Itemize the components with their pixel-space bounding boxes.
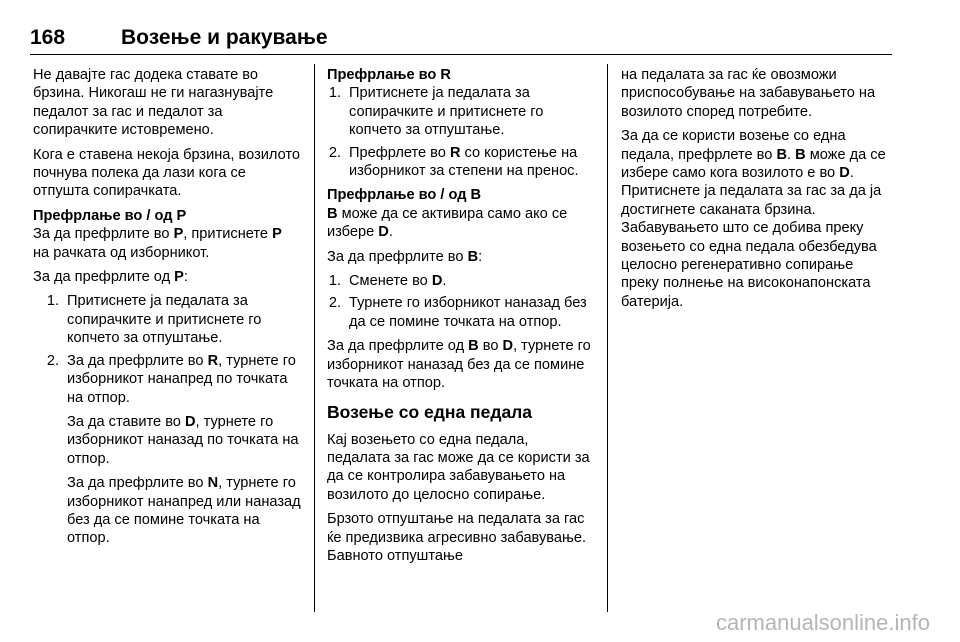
paragraph: За да префрлите од B во D, турнете го изборникот наназад без да се помине точката на отпор. [327, 338, 591, 392]
list-item: 1. Сменете во D. [328, 273, 447, 290]
page-title: Возење и ракување [121, 26, 328, 49]
numbered-list [33, 292, 301, 553]
page-header [30, 26, 892, 54]
column-2 [327, 66, 595, 571]
paragraph: Кога е ставена некоја брзина, возилото почнува полека да лази кога се отпушта сопирачката. [33, 146, 301, 200]
numbered-list [327, 84, 595, 180]
page-number: 168 [30, 26, 66, 49]
column-3 [621, 66, 891, 317]
header-rule [30, 54, 892, 55]
section-heading-b: Префрлање во / од B [327, 187, 482, 204]
paragraph: Кај возењето со една педала, педалата за гас може да се користи за да се контролира забавувањето на возилото до целосно сопирање. [327, 431, 590, 503]
column-divider-1 [314, 64, 315, 612]
section-heading-p: Префрлање во / од P [33, 207, 187, 224]
paragraph: За да префрлите во B: [327, 248, 483, 265]
list-item: 1. Притиснете ја педалата за сопирачките и притиснете го копчето за отпуштање. [328, 85, 544, 139]
column-divider-2 [607, 64, 608, 612]
paragraph: B може да се активира само ако се избере D. [327, 205, 568, 241]
paragraph: Не давајте гас додека ставате во брзина. Никогаш не ги нагазнувајте педалот за гас и педалот за сопирачките истовремено. [33, 67, 274, 139]
list-item: 2. Турнете го изборникот наназад без да се помине точката на отпор. [328, 295, 587, 330]
paragraph: Брзото отпуштање на педалата за гас ќе предизвика агресивно забавување. Бавното отпуштање [327, 511, 587, 564]
paragraph: За да се користи возење со една педала, префрлете во B. B може да се избере само кога возилото е во D. Притиснете ја педалата за гас за да ја достигнете саканата брзина. Забавувањето што се добива преку возењето со една педала обезбедува целосно регенеративно сопирање преку полнење на високонапонската батерија. [621, 128, 886, 310]
paragraph: на педалата за гас ќе овозможи приспособување на забавувањето на возилото според потребите. [621, 67, 876, 120]
watermark: carmanualsonline.info [715, 610, 930, 635]
numbered-list [327, 272, 595, 331]
section-heading-one-pedal: Возење со една педала [327, 401, 533, 422]
list-item: 2. Префрлете во R со користење на изборникот за степени на пренос. [328, 144, 579, 180]
list-item: 2. За да префрлите во R, турнете го изборникот нанапред по точката на отпор. За да ставите во D, турнете го изборникот наназад по точката на отпор. За да префрлите во N, турнете го изборникот нанапред или наназад без да се помине точката на отпор. [46, 352, 301, 547]
column-1 [33, 66, 301, 560]
section-heading-r: Префрлање во R [327, 67, 451, 83]
paragraph: За да префрлите од P: [33, 269, 188, 286]
list-item: 1. Притиснете ја педалата за сопирачките и притиснете го копчето за отпуштање. [46, 293, 262, 347]
paragraph: За да префрлите во P, притиснете P на рачката од изборникот. [33, 226, 282, 261]
